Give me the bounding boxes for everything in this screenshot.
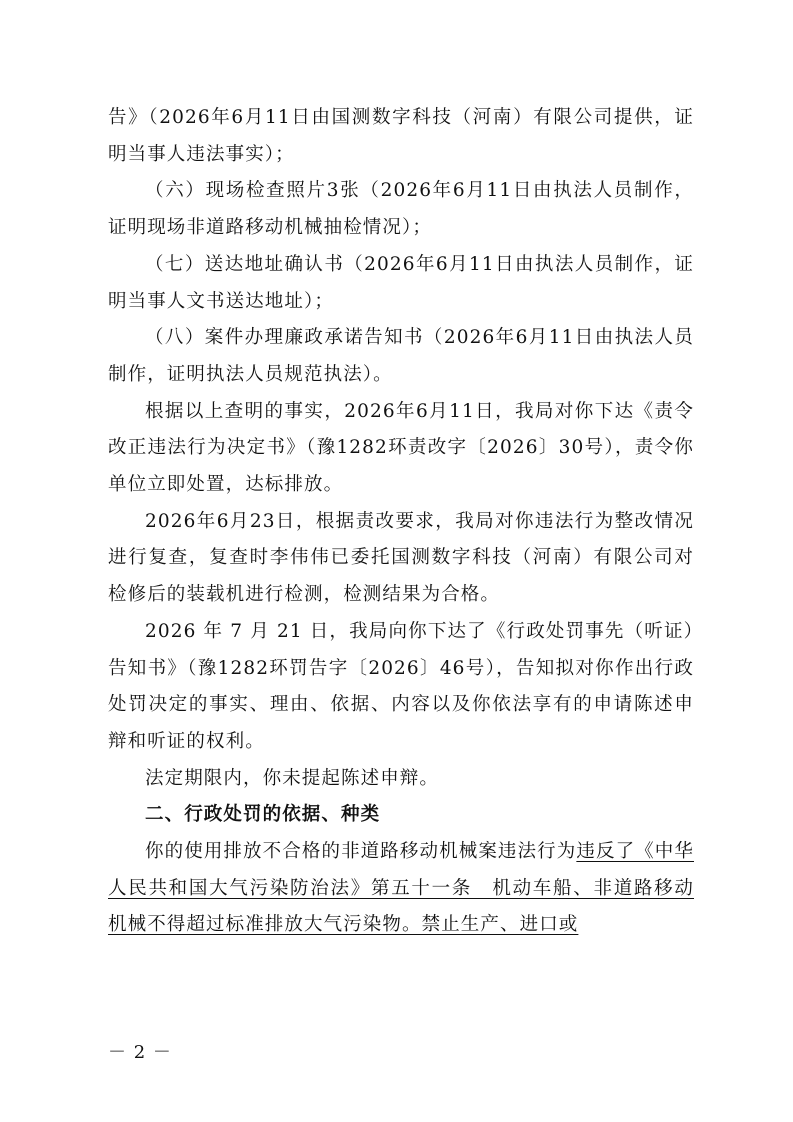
section-heading: 二、行政处罚的依据、种类 — [145, 804, 381, 826]
paragraph-no-defense: 法定期限内，你未提起陈述申辩。 — [145, 767, 440, 789]
paragraph-evidence-6: （六）现场检查照片3张（2026年6月11日由执法人员制作，证明现场非道路移动机械抽检情况）； — [108, 180, 694, 239]
paragraph-evidence-7: （七）送达地址确认书（2026年6月11日由执法人员制作，证明当事人文书送达地址）； — [108, 253, 694, 312]
paragraph-correction-order: 根据以上查明的事实，2026年6月11日，我局对你下达《责令改正违法行为决定书》（豫1282环责改字〔2026〕30号），责令你单位立即处置，达标排放。 — [108, 400, 694, 496]
legal-basis-plain-text: 你的使用排放不合格的非道路移动机械案违法行为 — [145, 841, 577, 863]
paragraph-evidence-5-continued: 告》（2026年6月11日由国测数字科技（河南）有限公司提供，证明当事人违法事实）； — [108, 107, 694, 165]
paragraph-hearing-notice: 2026 年 7 月 21 日，我局向你下达了《行政处罚事先（听证）告知书》（豫1282环罚告字〔2026〕46号），告知拟对你作出行政处罚决定的事实、理由、依据、内容以及你依法享有的申请陈述申辩和听证的权利。 — [108, 620, 694, 752]
paragraph-evidence-8: （八）案件办理廉政承诺告知书（2026年6月11日由执法人员制作，证明执法人员规范执法）。 — [108, 327, 694, 385]
page-number: － 2 － — [108, 1042, 172, 1063]
paragraph-legal-basis — [108, 834, 694, 944]
paragraph-reinspection: 2026年6月23日，根据责改要求，我局对你违法行为整改情况进行复查，复查时李伟伟已委托国测数字科技（河南）有限公司对检修后的装载机进行检测，检测结果为合格。 — [108, 510, 694, 606]
legal-basis-underlined-text: 违反了《中华人民共和国大气污染防治法》第五十一条 机动车船、非道路移动机械不得超过标准排放大气污染物。禁止生产、进口或 — [108, 841, 694, 936]
document-body — [108, 100, 694, 944]
